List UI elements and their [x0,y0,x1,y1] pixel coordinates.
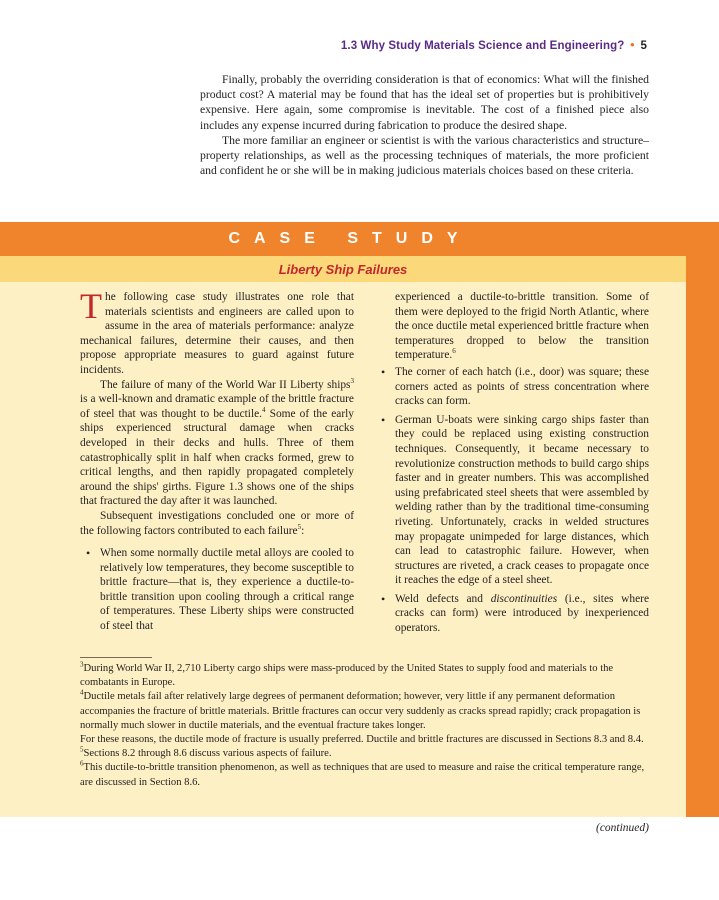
case-study-banner [0,222,686,256]
right-column [375,290,649,640]
footnote-6 [80,761,650,789]
bullet-item-4 [375,592,649,636]
footnote-6-text: This ductile-to-brittle transition phenomenon, as well as techniques that are used to measure and raise the critical temperature range, are discussed in Section 8.6. [80,762,645,788]
section-title: 1.3 Why Study Materials Science and Engineering? [340,40,625,52]
footnote-3-mark: 3 [80,660,84,669]
intro-text [200,72,649,178]
case-paragraph-3-part-b: : [301,524,305,537]
case-paragraph-1 [80,286,354,378]
bullet-item-4-part-a: Weld defects and [395,592,491,605]
case-paragraph-2-part-a: The failure of many of the World War II Liberty ships [100,378,351,391]
intro-paragraph-1: Finally, probably the overriding consideration is that of economics: What will the finished product cost? A material may be found that has the ideal set of properties but is prohibitively expensive. Here again, some compromise is inevitable. The cost of a finished piece also includes any expense incurred during fabrication to produce the desired shape. [200,73,649,132]
footnote-divider [80,657,152,658]
intro-paragraph-2: The more familiar an engineer or scientist is with the various characteristics and structure–property relationships, as well as the processing techniques of materials, the more proficient and confident he or she will be in making judicious materials choices based on these criteria. [200,133,649,178]
left-column [80,286,354,638]
footnote-ref-5: 5 [297,522,302,531]
case-paragraph-1-text: he following case study illustrates one role that materials scientists and engineers are called upon to assume in the area of materials performance: analyze mechanical failures, determine their causes, and then propose appropriate measures to guard against future incidents. [80,291,354,376]
footnote-5-text: Sections 8.2 through 8.6 discuss various aspects of failure. [83,748,332,760]
case-paragraph-2-part-c: Some of the early ships experienced structural damage when cracks developed in their decks and hulls. Three of them catastrophically split in half when cracks formed, grew to critical lengths, and then rapidly propagated completely around the ships' girths. Figure 1.3 shows one of the ships that fractured the day after it was launched. [80,407,354,508]
footnote-4-mark: 4 [80,688,84,697]
case-paragraph-3-part-a: Subsequent investigations concluded one or more of the following factors contributed to each failure [80,509,354,537]
bullet-item-1: • When some normally ductile metal alloys are cooled to relatively low temperatures, they become susceptible to brittle fracture—that is, they experience a ductile-to-brittle transition upon cooling through a critical range of temperatures. These Liberty ships were constructed of steel that [80,546,354,634]
failure-factor-list-continued [375,365,649,636]
footnote-5-mark: 5 [80,745,84,754]
continued-label: (continued) [595,822,649,834]
footnotes [80,662,650,790]
separator-bullet: • [630,40,635,52]
failure-factor-list [80,546,354,634]
bullet-item-2: • The corner of each hatch (i.e., door) was square; these corners acted as points of stress concentration where cracks can form. [375,365,649,409]
bullet-item-4-part-b: (i.e., sites where cracks can form) were introduced by inexperienced operators. [395,592,649,635]
case-study-subtitle: Liberty Ship Failures [278,261,408,277]
footnote-3 [80,662,650,690]
bullet-item-3: • German U-boats were sinking cargo ships faster than they could be replaced using existing construction techniques. Consequently, it became necessary to revolutionize construction methods to build cargo ships faster and in greater numbers. This was accomplished using prefabricated steel sheets that were assembled by welding rather than by the traditional time-consuming riveting. Unfortunately, cracks in welded structures may propagate unimpeded for large distances, which can lead to catastrophic failure. However, when structures are riveted, a crack ceases to propagate once it reaches the edge of a steel sheet. [375,413,649,588]
footnote-4 [80,690,650,733]
case-study-subtitle-bar [0,256,686,282]
footnote-6-mark: 6 [80,759,84,768]
footnote-ref-6: 6 [452,347,456,356]
case-paragraph-2-part-b: is a well-known and dramatic example of the brittle fracture of steel that was thought to be ductile. [80,393,354,420]
case-study-title: CASE STUDY [228,230,472,247]
drop-cap: T [80,286,102,326]
case-paragraph-3 [80,509,354,538]
footnote-4-continued: For these reasons, the ductile mode of fracture is usually preferred. Ductile and brittle fractures are discussed in Sections 8.3 and 8.4. [80,734,644,746]
footnote-ref-4: 4 [262,405,266,414]
side-color-strip [686,222,719,817]
bullet-item-4-emphasis: discontinuities [490,592,558,605]
case-paragraph-2 [80,378,354,509]
footnote-3-text: During World War II, 2,710 Liberty cargo ships were mass-produced by the United States to supply food and materials to the combatants in Europe. [80,663,614,689]
running-head [341,40,647,52]
footnote-ref-3: 3 [350,376,354,385]
footnote-5 [80,747,650,761]
bullet-item-1-continued [375,290,649,363]
footnote-4-text: Ductile metals fail after relatively large degrees of permanent deformation; however, very little if any permanent deformation accompanies the fracture of brittle materials. Brittle fractures can occur very suddenly as cracks spread rapidly; crack propagation is normally much slower in ductile materials, and the eventual fracture takes longer. [80,691,641,731]
bullet-item-1-continued-text: experienced a ductile-to-brittle transition. Some of them were deployed to the frigid North Atlantic, where the once ductile metal experienced brittle fracture when temperatures dropped to below the transition temperature. [395,291,649,362]
page-number: 5 [640,40,647,52]
